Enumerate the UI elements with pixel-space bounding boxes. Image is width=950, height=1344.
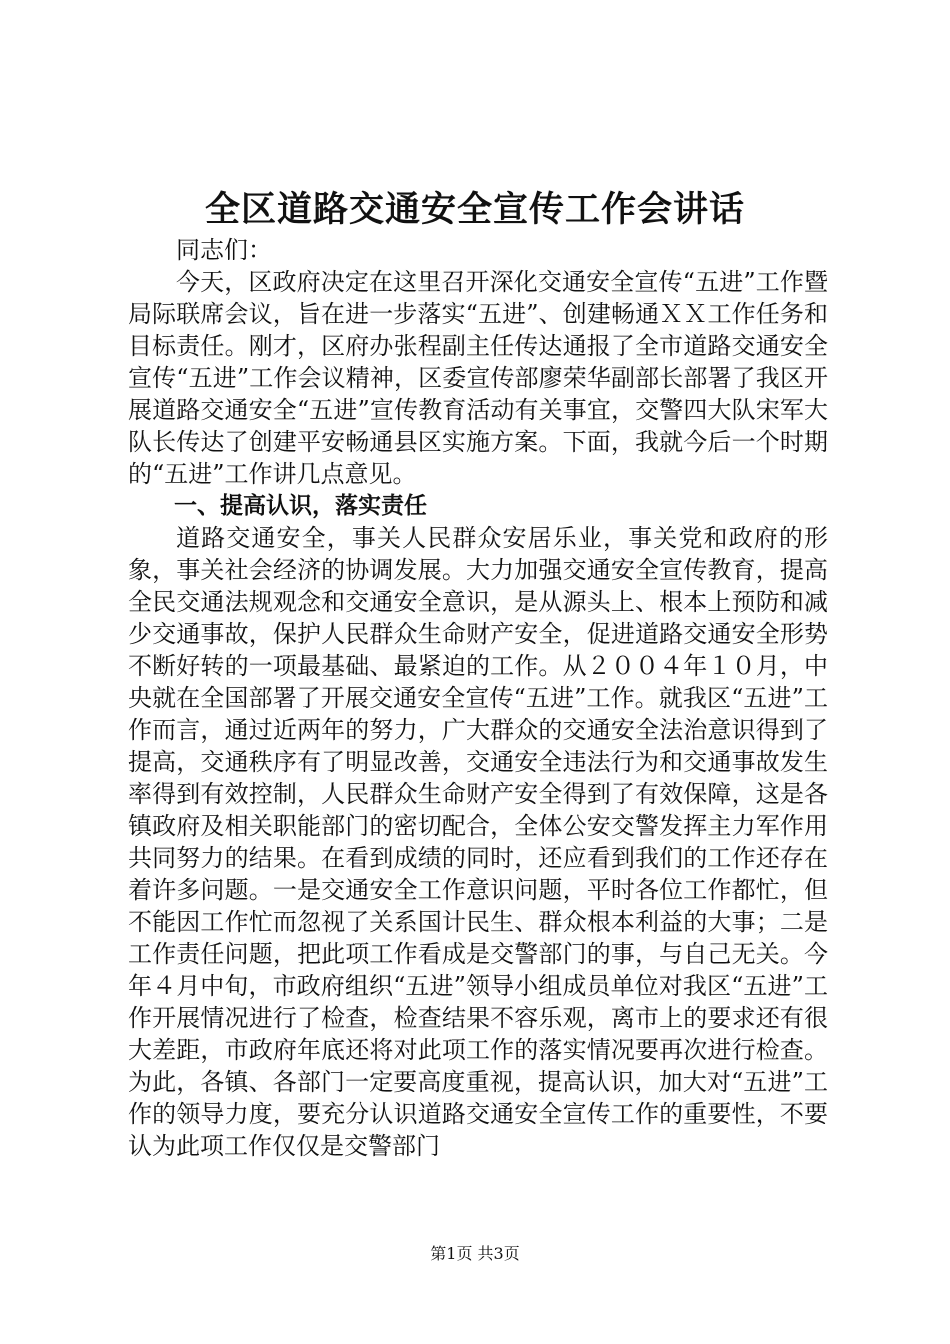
section-heading: 一、提高认识，落实责任 [174,493,427,519]
paragraph-intro: 今天，区政府决定在这里召开深化交通安全宣传“五进”工作暨局际联席会议，旨在进一步落实“五进”、创建畅通ＸＸ工作任务和目标责任。刚才，区府办张程副主任传达通报了全市道路交通安全宣传“五进”工作会议精神，区委宣传部廖荣华副部长部署了我区开展道路交通安全“五进”宣传教育活动有关事宜，交警四大队宋军大队长传达了创建平安畅通县区实施方案。下面，我就今后一个时期的“五进”工作讲几点意见。 [128,268,828,488]
paragraph-section-1: 道路交通安全，事关人民群众安居乐业，事关党和政府的形象，事关社会经济的协调发展。大力加强交通安全宣传教育，提高全民交通法规观念和交通安全意识，是从源头上、根本上预防和减少交通事故，保护人民群众生命财产安全，促进道路交通安全形势不断好转的一项最基础、最紧迫的工作。从２００４年１０月，中央就在全国部署了开展交通安全宣传“五进”工作。就我区“五进”工作而言，通过近两年的努力，广大群众的交通安全法治意识得到了提高，交通秩序有了明显改善，交通安全违法行为和交通事故发生率得到有效控制，人民群众生命财产安全得到了有效保障，这是各镇政府及相关职能部门的密切配合，全体公安交警发挥主力军作用共同努力的结果。在看到成绩的同时，还应看到我们的工作还存在着许多问题。一是交通安全工作意识问题，平时各位工作都忙，但不能因工作忙而忽视了关系国计民生、群众根本利益的大事；二是工作责任问题，把此项工作看成是交警部门的事，与自己无关。今年４月中旬，市政府组织“五进”领导小组成员单位对我区“五进”工作开展情况进行了检查，检查结果不容乐观，离市上的要求还有很大差距，市政府年底还将对此项工作的落实情况要再次进行检查。为此，各镇、各部门一定要高度重视，提高认识，加大对“五进”工作的领导力度，要充分认识道路交通安全宣传工作的重要性，不要认为此项工作仅仅是交警部门 [128,524,828,1160]
document-body [128,234,828,1162]
salutation: 同志们： [176,236,272,264]
document-title: 全区道路交通安全宣传工作会讲话 [204,190,745,230]
page-footer: 第1页 共3页 [430,1244,520,1263]
